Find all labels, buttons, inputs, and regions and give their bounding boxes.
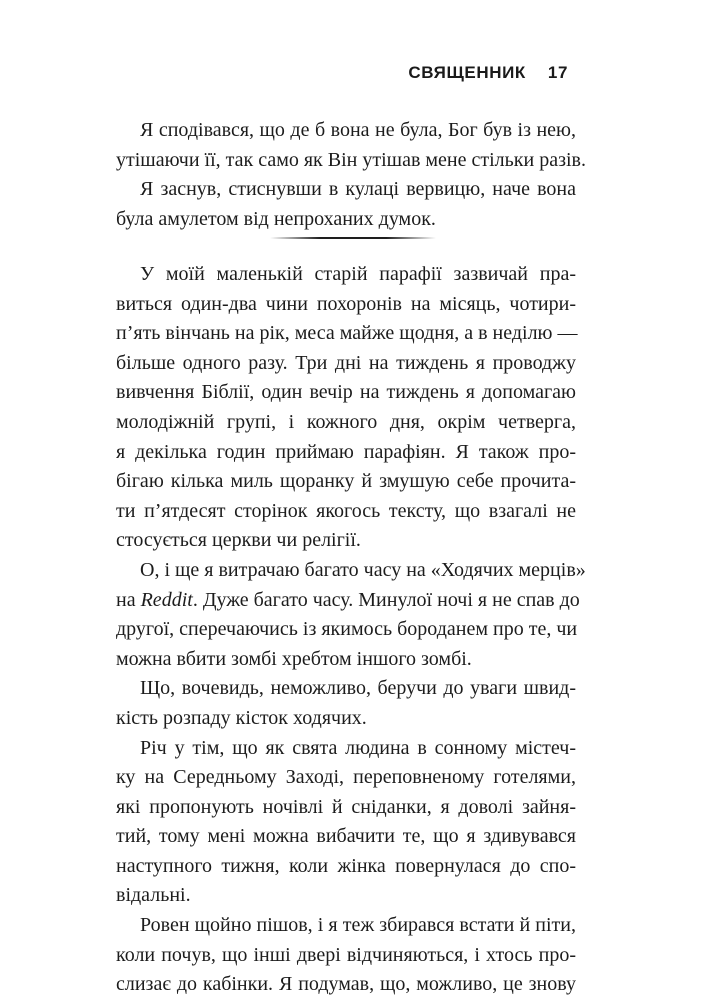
- text-line: ку на Середньому Заході, переповненому готелями,: [116, 766, 576, 789]
- text-line: наступного тижня, коли жінка повернулася до спо-: [116, 854, 576, 877]
- text-block-main: [116, 260, 586, 1000]
- text-fragment: . Дуже багато часу. Минулої ночі я не спав до: [192, 588, 580, 611]
- text-line: стосується церкви чи релігії.: [116, 529, 361, 552]
- text-line: [116, 586, 580, 616]
- text-line: Річ у тім, що як свята людина в сонному містеч-: [140, 736, 576, 759]
- text-line: які пропонують ночівлі й сніданки, я доволі зайня-: [116, 795, 576, 818]
- text-line: утішаючи її, так само як Він утішав мене стільки разів.: [116, 148, 586, 171]
- text-line: була амулетом від непроханих думок.: [116, 207, 436, 230]
- text-line: Я сподівався, що де б вона не була, Бог був із нею,: [140, 119, 576, 141]
- running-header: [408, 63, 568, 83]
- text-line: Що, вочевидь, неможливо, беручи до уваги швид-: [140, 677, 576, 700]
- text-line: коли почув, що інші двері відчиняються, і хтось про-: [116, 943, 576, 966]
- text-line: більше одного разу. Три дні на тиждень я проводжу: [116, 351, 576, 374]
- reddit-italic: Reddit: [140, 588, 193, 611]
- text-line: відальні.: [116, 884, 191, 907]
- text-line: другої, сперечаючись із якимось бороданем про те, чи: [116, 618, 578, 641]
- page-number: 17: [547, 63, 568, 82]
- text-line: виться один-два чини похоронів на місяць, чотири-: [116, 292, 576, 315]
- text-line: вивчення Біблії, один вечір на тиждень я допомагаю: [116, 381, 576, 404]
- text-line: можна вбити зомбі хребтом іншого зомбі.: [116, 647, 472, 670]
- text-line: я декілька годин приймаю парафіян. Я також про-: [116, 440, 576, 463]
- text-line: п’ять вінчань на рік, меса майже щодня, а в неділю —: [116, 322, 578, 345]
- text-line: слизає до кабінки. Я подумав, що, можливо, це знову: [116, 973, 576, 996]
- section-divider: [270, 237, 436, 239]
- text-line: О, і ще я витрачаю багато часу на «Ходячих мерців»: [140, 558, 586, 581]
- text-line: кість розпаду кісток ходячих.: [116, 706, 367, 729]
- text-line: тий, тому мені можна вибачити те, що я здивувався: [116, 825, 576, 848]
- running-title: СВЯЩЕННИК: [408, 63, 526, 82]
- text-fragment: на: [116, 588, 141, 611]
- text-line: молодіжній групі, і кожного дня, окрім четверга,: [116, 410, 576, 433]
- text-line: Я заснув, стиснувши в кулаці вервицю, наче вона: [140, 178, 576, 201]
- text-line: ти п’ятдесят сторінок якогось тексту, що взагалі не: [116, 499, 576, 522]
- text-block-top: [116, 116, 586, 234]
- text-line: бігаю кілька миль щоранку й змушую себе прочита-: [116, 470, 576, 493]
- text-line: У моїй маленькій старій парафії зазвичай пра-: [140, 263, 576, 285]
- text-line: Ровен щойно пішов, і я теж збирався встати й піти,: [140, 914, 576, 937]
